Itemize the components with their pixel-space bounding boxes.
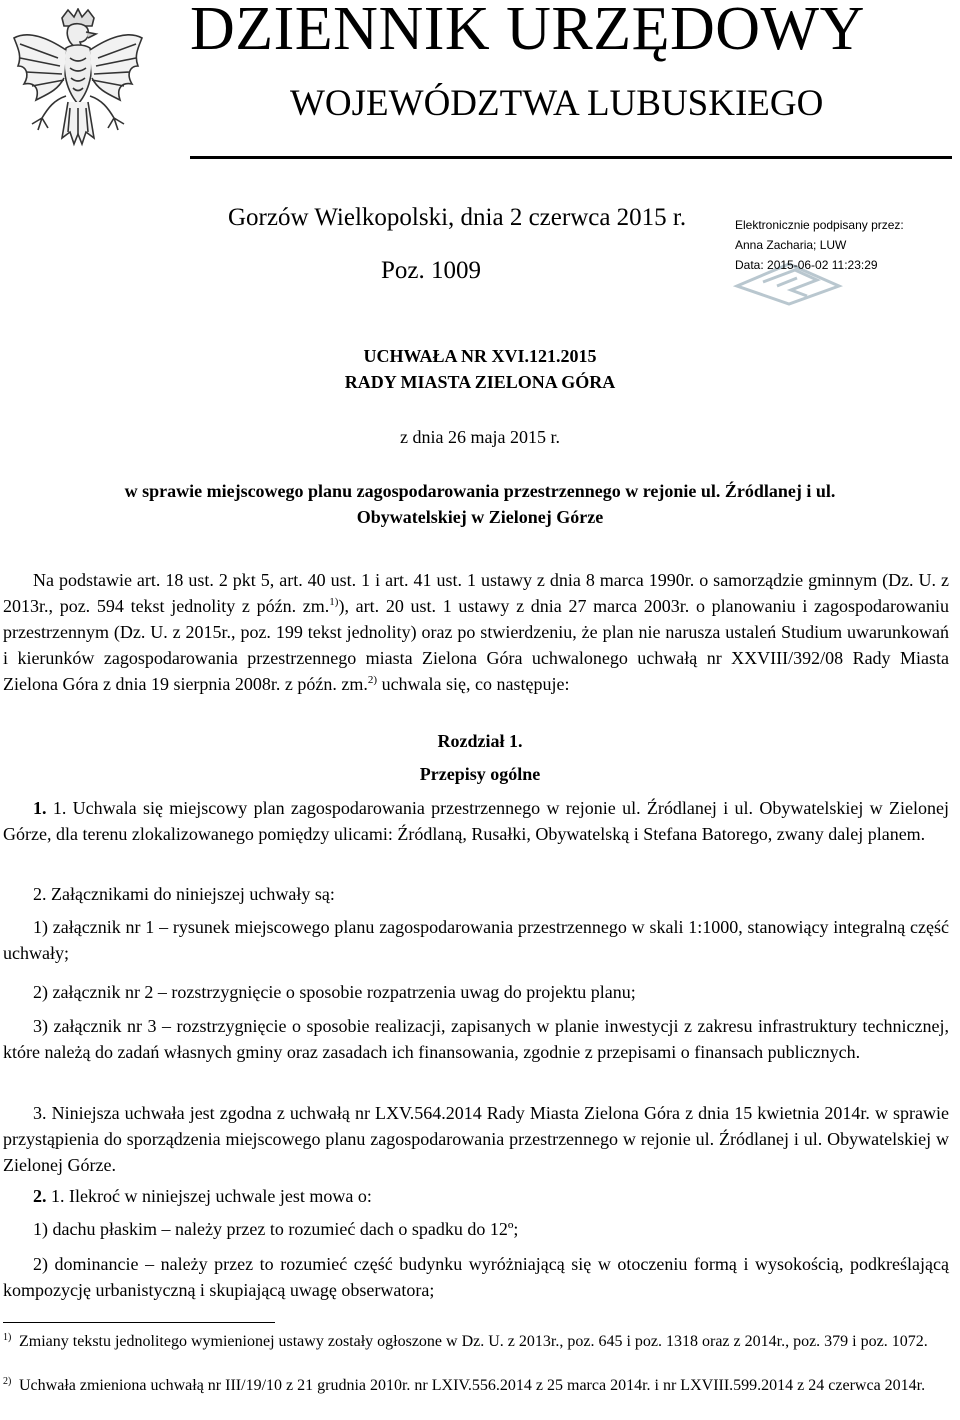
- journal-title: DZIENNIK URZĘDOWY: [190, 0, 865, 63]
- section-1-paragraph-3: 3. Niniejsza uchwała jest zgodna z uchwałą nr LXV.564.2014 Rady Miasta Zielona Góra z dnia 15 kwietnia 2014r. w sprawie przystąpienia do sporządzenia miejscowego planu zagospodarowania przestrzennego w rejonie ul. Źródlanej i ul. Obywatelskiej w Zielonej Górze.: [3, 1103, 949, 1175]
- footnote-2-text: Uchwała zmieniona uchwałą nr III/19/10 z 21 grudnia 2010r. nr LXIV.556.2014 z 25 marca 2014r. i nr LXVIII.599.2014 z 24 czerwca 2014r.: [19, 1377, 926, 1394]
- place-and-date: Gorzów Wielkopolski, dnia 2 czerwca 2015 r.: [228, 204, 687, 231]
- chapter-title: Przepisy ogólne: [419, 764, 541, 784]
- section-1-paragraph-1: [3, 795, 949, 847]
- section-1-paragraph-1-text: 1. Uchwala się miejscowy plan zagospodarowania przestrzennego w rejonie ul. Źródlanej i ul. Obywatelskiej w Zielonej Górze, dla terenu zlokalizowanego pomiędzy ulicami: Źródlaną, Rusałki, Obywatelską i Stefana Batorego, zwany dalej planem.: [3, 798, 949, 844]
- section-2-paragraph-1-text: 1. Ilekroć w niniejszej uchwale jest mowa o:: [46, 1186, 372, 1206]
- position-number: Poz. 1009: [381, 257, 481, 284]
- journal-subtitle: WOJEWÓDZTWA LUBUSKIEGO: [290, 83, 824, 124]
- signature-signed-by-label: Elektronicznie podpisany przez:: [735, 218, 904, 232]
- legal-basis-text-c: uchwala się, co następuje:: [377, 674, 570, 694]
- definition-item-1: 1) dachu płaskim – należy przez to rozumieć dach o spadku do 12º;: [33, 1219, 519, 1239]
- section-1-mark: 1.: [33, 798, 47, 818]
- footnote-2: [3, 1376, 949, 1396]
- eagle-emblem-icon: [8, 8, 148, 164]
- section-2-paragraph-1: [3, 1183, 949, 1209]
- signature-date: Data: 2015-06-02 11:23:29: [735, 258, 878, 272]
- footnote-2-mark: 2): [3, 1376, 12, 1387]
- legal-basis-text-b: ), art. 20 ust. 1 ustawy z dnia 27 marca 2003r. o planowaniu i zagospodarowaniu przestrzennym (Dz. U. z 2015r., poz. 199 tekst jednolity) oraz po stwierdzeniu, że plan nie narusza ustaleń Studium uwarunkowań i kierunków zagospodarowania przestrzennego miasta Zielona Góra uchwalonego uchwałą nr XXVIII/392/08 Rady Miasta Zielona Góra z dnia 19 sierpnia 2008r. z późn. zm.: [3, 596, 950, 694]
- resolution-number: UCHWAŁA NR XVI.121.2015: [363, 346, 597, 366]
- attachment-item-2: 2) załącznik nr 2 – rozstrzygnięcie o sposobie rozpatrzenia uwag do projektu planu;: [33, 982, 636, 1002]
- attachment-item-3: 3) załącznik nr 3 – rozstrzygnięcie o sposobie realizacji, zapisanych w planie inwestycji z zakresu infrastruktury technicznej, które należą do zadań własnych gminy oraz zasadach ich finansowania, zgodnie z przepisami o finansach publicznych.: [3, 1016, 949, 1062]
- footnote-1-mark: 1): [3, 1332, 12, 1343]
- chapter-heading: Rozdział 1.: [437, 731, 523, 751]
- footnote-divider: [3, 1322, 275, 1323]
- legal-basis-text-a: Na podstawie art. 18 ust. 2 pkt 5, art. 40 ust. 1 i art. 41 ust. 1 ustawy z dnia 8 marca 1990r. o samorządzie gminnym (Dz. U. z 2013r., poz. 594 tekst jednolity z późn. zm.: [3, 570, 949, 616]
- footnote-1: [3, 1332, 949, 1352]
- definition-item-2: 2) dominancie – należy przez to rozumieć część budynku wyróżniającą się w otoczeniu formą i wysokością, podkreślającą kompozycję urbanistyczną i skupiającą uwagę obserwatora;: [3, 1254, 949, 1300]
- section-2-mark: 2.: [33, 1186, 47, 1206]
- attachment-item-1: 1) załącznik nr 1 – rysunek miejscowego planu zagospodarowania przestrzennego w skali 1:1000, stanowiący integralną część uchwały;: [3, 917, 949, 963]
- footnote-1-text: Zmiany tekstu jednolitego wymienionej ustawy zostały ogłoszone w Dz. U. z 2013r., poz. 645 i poz. 1318 oraz z 2014r., poz. 379 i poz. 1072.: [19, 1333, 928, 1350]
- legal-basis-paragraph: [3, 567, 949, 697]
- resolution-date: z dnia 26 maja 2015 r.: [400, 427, 560, 447]
- signature-signer: Anna Zacharia; LUW: [735, 238, 847, 252]
- footnote-ref-1: 1): [329, 596, 339, 608]
- section-1-paragraph-2: 2. Załącznikami do niniejszej uchwały są:: [33, 884, 335, 904]
- resolution-subject: w sprawie miejscowego planu zagospodarowania przestrzennego w rejonie ul. Źródlanej i ul. Obywatelskiej w Zielonej Górze: [124, 481, 836, 527]
- resolution-issuer: RADY MIASTA ZIELONA GÓRA: [344, 372, 616, 392]
- footnote-ref-2: 2): [367, 674, 378, 686]
- header-divider: [190, 156, 952, 159]
